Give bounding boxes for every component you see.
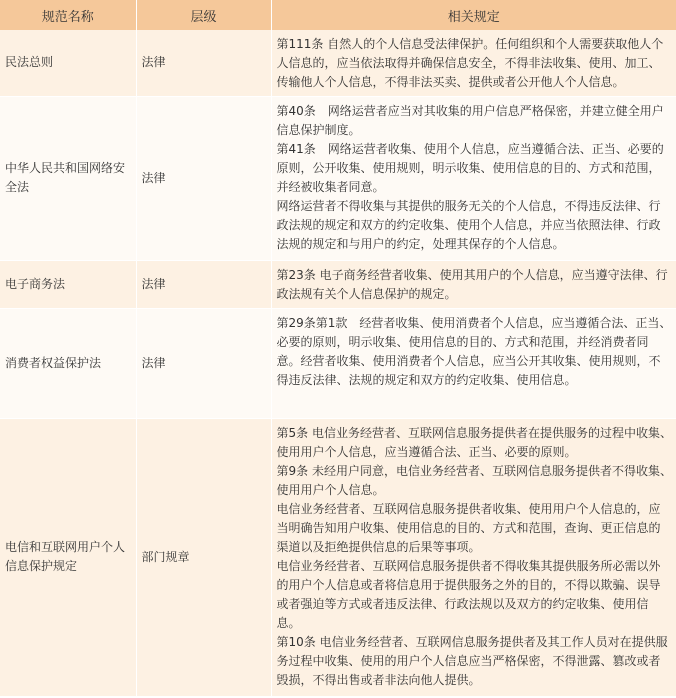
regulation-level: 法律: [136, 260, 271, 308]
provision-paragraph: 第29条第1款 经营者收集、使用消费者个人信息，应当遵循合法、正当、必要的原则，明示收集、使用信息的目的、方式和范围，并经消费者同意。经营者收集、使用消费者个人信息，应当公开其收集、使用规则，不得违反法律、法规的规定和双方的约定收集、使用信息。: [276, 315, 672, 387]
provision-paragraph: 第10条 电信业务经营者、互联网信息服务提供者及其工作人员对在提供服务过程中收集、使用的用户个人信息应当严格保密，不得泄露、篡改或者毁损，不得出售或者非法向他人提供。: [276, 634, 668, 687]
table-row: [0, 96, 676, 260]
header-name: 规范名称: [0, 0, 136, 30]
regulation-level: 法律: [136, 308, 271, 418]
table-row: [0, 418, 676, 696]
table-header-row: [0, 0, 676, 30]
header-level: 层级: [136, 0, 271, 30]
regulation-level: 法律: [136, 30, 271, 96]
regulation-provisions: [271, 30, 676, 96]
provision-paragraph: 第23条 电子商务经营者收集、使用其用户的个人信息，应当遵守法律、行政法规有关个人信息保护的规定。: [276, 267, 668, 301]
provision-paragraph: 电信业务经营者、互联网信息服务提供者不得收集其提供服务所必需以外的用户个人信息或者将信息用于提供服务之外的目的，不得以欺骗、误导或者强迫等方式或者违反法律、行政法规以及双方的约定收集、使用信息。: [276, 558, 661, 630]
regulation-name: 电信和互联网用户个人信息保护规定: [0, 418, 136, 696]
provision-paragraph: 网络运营者不得收集与其提供的服务无关的个人信息，不得违反法律、行政法规的规定和双方的约定收集、使用个人信息，并应当依照法律、行政法规的规定和与用户的约定，处理其保存的个人信息。: [276, 198, 661, 251]
regulation-name: 民法总则: [0, 30, 136, 96]
table-row: [0, 30, 676, 96]
provision-paragraph: 电信业务经营者、互联网信息服务提供者收集、使用用户个人信息的，应当明确告知用户收集、使用信息的目的、方式和范围，查询、更正信息的渠道以及拒绝提供信息的后果等事项。: [276, 501, 661, 554]
provision-paragraph: 第40条 网络运营者应当对其收集的用户信息严格保密，并建立健全用户信息保护制度。: [276, 103, 664, 137]
regulation-name: 电子商务法: [0, 260, 136, 308]
regulation-provisions: [271, 418, 676, 696]
regulation-provisions: [271, 308, 676, 418]
table-row: [0, 260, 676, 308]
regulation-level: 法律: [136, 96, 271, 260]
provision-paragraph: 第111条 自然人的个人信息受法律保护。任何组织和个人需要获取他人个人信息的，应当依法取得并确保信息安全，不得非法收集、使用、加工、传输他人个人信息，不得非法买卖、提供或者公开他人个人信息。: [276, 37, 664, 89]
provision-paragraph: 第9条 未经用户同意，电信业务经营者、互联网信息服务提供者不得收集、使用用户个人信息。: [276, 463, 672, 497]
regulation-name: 消费者权益保护法: [0, 308, 136, 418]
regulation-provisions: [271, 260, 676, 308]
provision-paragraph: 第41条 网络运营者收集、使用个人信息，应当遵循合法、正当、必要的原则，公开收集、使用规则，明示收集、使用信息的目的、方式和范围，并经被收集者同意。: [276, 141, 664, 194]
table-row: [0, 308, 676, 418]
header-provisions: 相关规定: [271, 0, 676, 30]
regulation-name: 中华人民共和国网络安全法: [0, 96, 136, 260]
provision-paragraph: 第5条 电信业务经营者、互联网信息服务提供者在提供服务的过程中收集、使用用户个人信息，应当遵循合法、正当、必要的原则。: [276, 425, 672, 459]
regulation-provisions: [271, 96, 676, 260]
regulation-level: 部门规章: [136, 418, 271, 696]
